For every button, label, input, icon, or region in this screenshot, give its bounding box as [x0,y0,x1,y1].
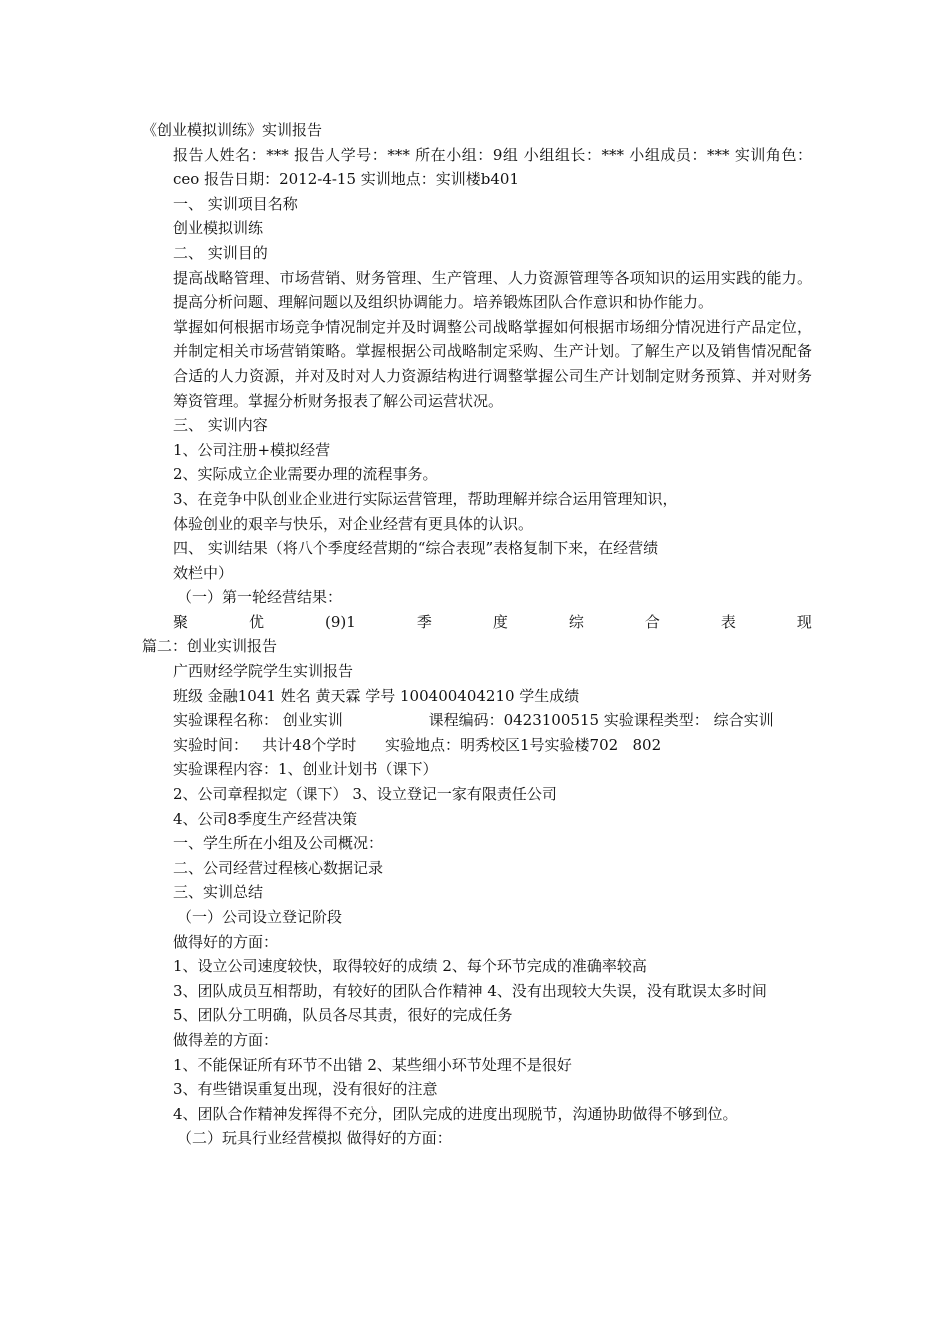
section-4-subheading: （一）第一轮经营结果： [177,588,343,607]
spread-char: 优 [249,612,265,631]
bad-item: 1、不能保证所有环节不出错 2、某些细小环节处理不是很好 [173,1055,572,1074]
good-item: 3、团队成员互相帮助，有较好的团队合作精神 4、没有出现较大失误，没有耽误太多时间 [173,981,767,1000]
outline-item: 一、学生所在小组及公司概况： [173,834,384,853]
section-1-text: 创业模拟训练 [173,219,264,238]
spread-char: 现 [796,612,812,631]
course-content-item: 4、公司8季度生产经营决策 [173,809,358,828]
section-4-heading-continued: 效栏中） [173,563,234,582]
spread-text-line [142,610,812,635]
time-location: 实验时间： 共计48个学时 实验地点：明秀校区1号实验楼702 802 [173,735,662,754]
bad-item: 3、有些错误重复出现，没有很好的注意 [173,1080,438,1099]
stage-heading: （一）公司设立登记阶段 [177,908,343,926]
spread-char: 度 [492,612,508,631]
report-title: 《创业模拟训练》实训报告 [142,121,323,139]
course-content-item: 2、公司章程拟定（课下） 3、设立登记一家有限责任公司 [173,785,557,804]
section-1-heading: 一、 实训项目名称 [173,194,298,213]
course-content: 实验课程内容：1、创业计划书（课下） [173,760,438,779]
reporter-info: 报告人姓名：*** 报告人学号：*** 所在小组：9组 小组组长：*** 小组成员：*** 实训角色：ceo 报告日期：2012-4-15 实训地点：实训楼b401 [173,145,812,189]
student-info: 班级 金融1041 姓名 黄天霖 学号 100400404210 学生成绩 [173,686,580,705]
spread-char: 聚 [173,612,189,631]
bad-heading: 做得差的方面： [173,1030,279,1049]
section-2-paragraph: 提高战略管理、市场营销、财务管理、生产管理、人力资源管理等各项知识的运用实践的能力。提高分析问题、理解问题以及组织协调能力。培养锻炼团队合作意识和协作能力。 [173,268,812,312]
part-title: 篇二：创业实训报告 [142,637,278,656]
spread-char: 季 [416,612,432,631]
section-3-heading: 三、 实训内容 [173,416,268,435]
bad-item: 4、团队合作精神发挥得不充分，团队完成的进度出现脱节，沟通协助做得不够到位。 [173,1104,738,1123]
spread-char: 表 [720,612,736,631]
section-2-heading: 二、 实训目的 [173,243,268,262]
outline-item: 三、实训总结 [173,883,264,902]
section-3-item: 3、在竞争中队创业企业进行实际运营管理，帮助理解并综合运用管理知识， [173,489,678,508]
outline-item: 二、公司经营过程核心数据记录 [173,858,384,877]
section-4-heading: 四、 实训结果（将八个季度经营期的“综合表现”表格复制下来，在经营绩 [173,539,659,558]
section-3-item: 1、公司注册+模拟经营 [173,440,331,459]
good-heading: 做得好的方面： [173,932,279,951]
good-item: 5、团队分工明确，队员各尽其责，很好的完成任务 [173,1006,513,1025]
good-item: 1、设立公司速度较快，取得较好的成绩 2、每个环节完成的准确率较高 [173,957,647,976]
document-page [142,118,812,1151]
school-title: 广西财经学院学生实训报告 [173,662,354,681]
course-info: 实验课程名称： 创业实训 课程编码：0423100515 实验课程类型： 综合实训 [173,711,774,730]
spread-char: (9)1 [325,612,356,631]
spread-char: 合 [644,612,660,631]
section-3-item: 2、实际成立企业需要办理的流程事务。 [173,465,438,484]
section-3-item-continued: 体验创业的艰辛与快乐，对企业经营有更具体的认识。 [173,514,534,533]
stage-heading: （二）玩具行业经营模拟 做得好的方面： [177,1129,452,1148]
spread-char: 综 [568,612,584,631]
section-2-paragraph: 掌握如何根据市场竞争情况制定并及时调整公司战略掌握如何根据市场细分情况进行产品定位，并制定相关市场营销策略。掌握根据公司战略制定采购、生产计划。了解生产以及销售情况配备合适的人力资源，并对及时对人力资源结构进行调整掌握公司生产计划制定财务预算、并对财务筹资管理。掌握分析财务报表了解公司运营状况。 [173,317,812,410]
